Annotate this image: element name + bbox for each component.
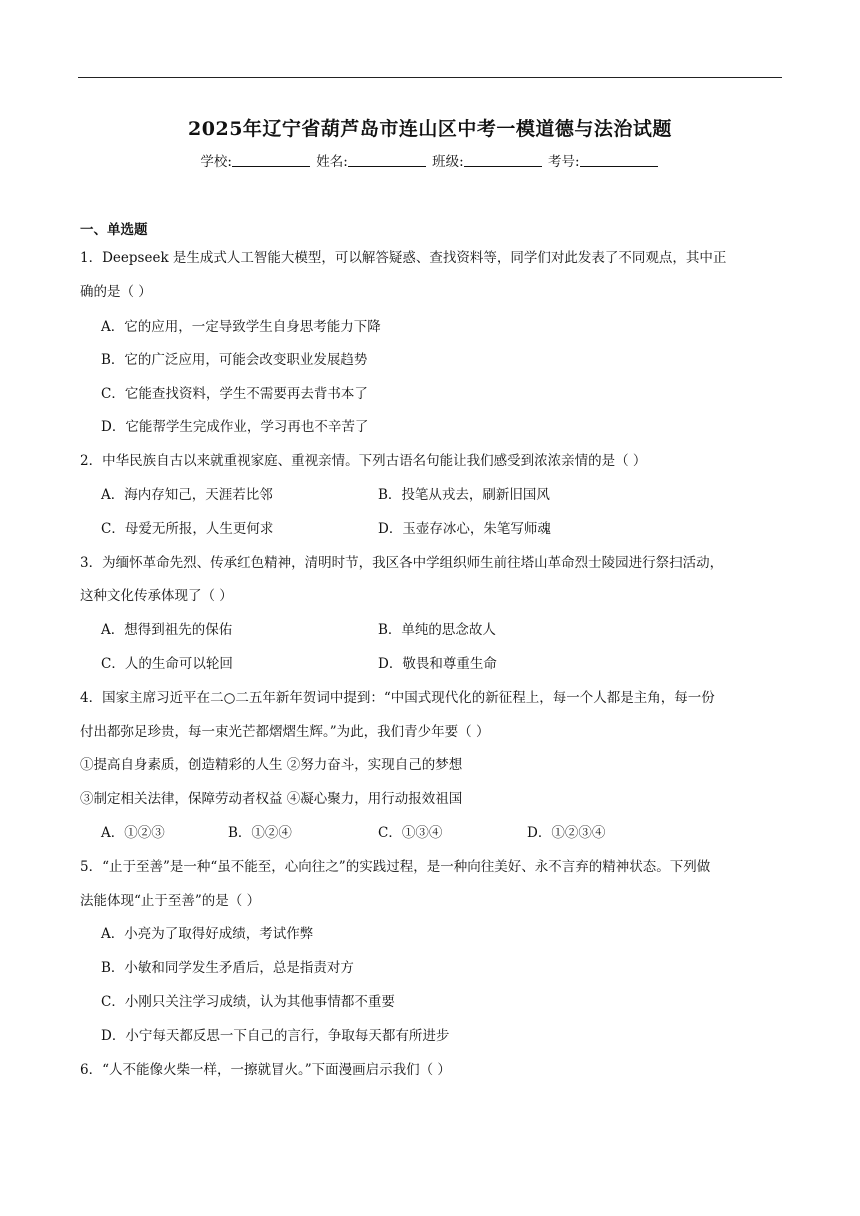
question-2-line-1: 2．中华民族自古以来就重视家庭、重视亲情。下列古语名句能让我们感受到浓浓亲情的是（ ） (80, 453, 647, 469)
question-6-line-1: 6．“人不能像火柴一样，一擦就冒火。”下面漫画启示我们（ ） (80, 1062, 451, 1078)
question-2-option-c: C．母爱无所报，人生更何求 (101, 521, 274, 537)
class-blank (464, 153, 542, 167)
question-5-option-d: D．小宁每天都反思一下自己的言行，争取每天都有所进步 (101, 1028, 450, 1044)
question-1-line-2: 确的是（ ） (80, 284, 152, 300)
question-5-option-a: A．小亮为了取得好成绩，考试作弊 (101, 926, 314, 942)
question-3-line-2: 这种文化传承体现了（ ） (80, 588, 233, 604)
student-info-fields (0, 150, 860, 170)
question-4-line-2: 付出都弥足珍贵，每一束光芒都熠熠生辉。”为此，我们青少年要（ ） (80, 724, 490, 740)
question-5-line-1: 5．“止于至善”是一种“虽不能至，心向往之”的实践过程，是一种向往美好、永不言弃的精神状态。下列做 (80, 859, 711, 875)
header-rule (78, 77, 782, 78)
question-3-line-1: 3．为缅怀革命先烈、传承红色精神，清明时节，我区各中学组织师生前往塔山革命烈士陵园进行祭扫活动， (80, 555, 724, 571)
question-1-option-b: B．它的广泛应用，可能会改变职业发展趋势 (101, 352, 368, 368)
question-5-option-c: C．小刚只关注学习成绩，认为其他事情都不重要 (101, 994, 395, 1010)
exam-number-blank (580, 153, 658, 167)
question-1-line-1: 1．Deepseek 是生成式人工智能大模型，可以解答疑惑、查找资料等，同学们对此发表了不同观点，其中正 (80, 250, 727, 266)
school-blank (232, 153, 310, 167)
question-4-line-1: 4．国家主席习近平在二○二五年新年贺词中提到：“中国式现代化的新征程上，每一个人都是主角，每一份 (80, 690, 715, 706)
question-4-option-a: A．①②③ (101, 825, 165, 841)
question-4-statement-1: ①提高自身素质，创造精彩的人生 ②努力奋斗，实现自己的梦想 (80, 757, 463, 773)
class-label: 班级: (432, 154, 464, 170)
question-2-option-a: A．海内存知己，天涯若比邻 (101, 487, 273, 503)
question-2-option-d: D．玉壶存冰心，朱笔写师魂 (378, 521, 551, 537)
school-label: 学校: (200, 154, 232, 170)
question-4-statement-2: ③制定相关法律，保障劳动者权益 ④凝心聚力，用行动报效祖国 (80, 791, 463, 807)
question-3-option-a: A．想得到祖先的保佑 (101, 622, 233, 638)
question-5-option-b: B．小敏和同学发生矛盾后，总是指责对方 (101, 960, 354, 976)
question-4-option-c: C．①③④ (378, 825, 443, 841)
name-blank (348, 153, 426, 167)
exam-number-label: 考号: (548, 154, 580, 170)
question-5-line-2: 法能体现“止于至善”的是（ ） (80, 893, 261, 909)
question-1-option-a: A．它的应用，一定导致学生自身思考能力下降 (101, 319, 381, 335)
question-4-option-d: D．①②③④ (527, 825, 606, 841)
page-title: 2025年辽宁省葫芦岛市连山区中考一模道德与法治试题 (188, 118, 672, 140)
question-3-option-c: C．人的生命可以轮回 (101, 656, 233, 672)
question-3-option-b: B．单纯的思念故人 (378, 622, 496, 638)
question-4-option-b: B．①②④ (228, 825, 292, 841)
name-label: 姓名: (316, 154, 348, 170)
question-1-option-d: D．它能帮学生完成作业，学习再也不辛苦了 (101, 419, 369, 435)
question-2-option-b: B．投笔从戎去，刷新旧国风 (378, 487, 550, 503)
question-3-option-d: D．敬畏和尊重生命 (378, 656, 497, 672)
section-heading: 一、单选题 (80, 222, 148, 238)
question-1-option-c: C．它能查找资料，学生不需要再去背书本了 (101, 386, 368, 402)
